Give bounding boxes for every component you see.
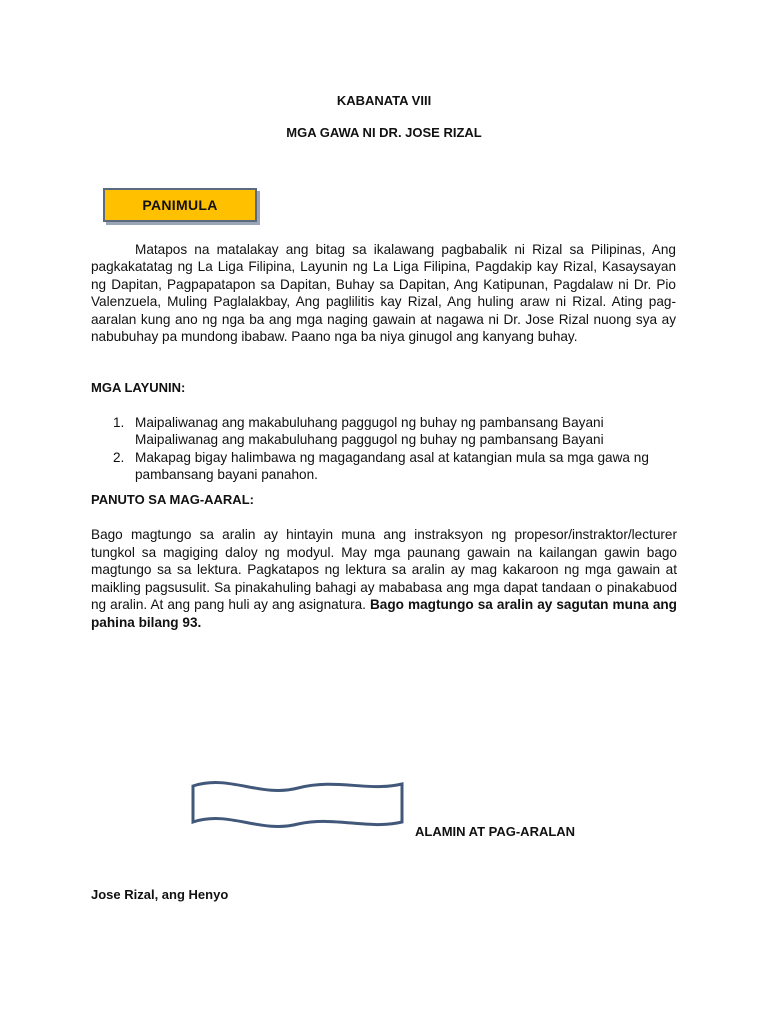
list-item (91, 449, 676, 484)
list-text: Makapag bigay halimbawa ng magagandang asal at katangian mula sa mga gawa ng pambansang bayani panahon. (135, 449, 649, 483)
intro-paragraph: Matapos na matalakay ang bitag sa ikalawang pagbabalik ni Rizal sa Pilipinas, Ang pagkakatatag ng La Liga Filipina, Layunin ng La Liga Filipina, Pagdakip kay Rizal, Kasaysayan ng Dapitan, Pagpapatapon sa Dapitan, Buhay sa Dapitan, Ang Katipunan, Pagdalaw ni Dr. Pio Valenzuela, Muling Paglalakbay, Ang paglilitis kay Rizal, Ang huling araw ni Rizal. Ating pag-aaralan kung ano ng nga ba ang mga naging gawain at nagawa ni Dr. Jose Rizal nuong sya ay nabubuhay pa mundong ibabaw. Paano nga ba niya ginugol ang kanyang buhay. (91, 242, 676, 345)
chapter-subtitle: MGA GAWA NI DR. JOSE RIZAL (286, 125, 482, 140)
list-item (91, 414, 676, 449)
instructions-heading: PANUTO SA MAG-AARAL: (91, 492, 254, 507)
scroll-banner-shape (190, 776, 406, 834)
instructions-text: Bago magtungo sa aralin ay hintayin muna ang instraksyon ng propesor/instraktor/lecturer tungkol sa magiging daloy ng modyul. May mga paunang gawain na kailangan gawin bago magtungo sa sa lektura. Pagkatapos ng lektura sa aralin ay mag kakaroon ng mga gawain at maikling pagsusulit. Sa pinakahuling bahagi ay mababasa ang mga dapat tandaan o pinakabuod ng aralin. At ang pang huli ay ang asignatura. (91, 527, 677, 613)
instructions-bold-text: Bago magtungo sa aralin ay sagutan muna ang pahina bilang 93. (91, 597, 677, 630)
objectives-heading: MGA LAYUNIN: (91, 380, 186, 395)
panimula-label-box (103, 188, 257, 222)
banner-outline (193, 783, 402, 827)
list-number: 1. (113, 415, 125, 430)
chapter-title: KABANATA VIII (336, 93, 432, 108)
alamin-label: ALAMIN AT PAG-ARALAN (415, 824, 576, 839)
list-text: Maipaliwanag ang makabuluhang paggugol ng buhay ng pambansang Bayani Maipaliwanag ang makabuluhang paggugol ng buhay ng pambansang Bayani (135, 415, 604, 448)
section-title: Jose Rizal, ang Henyo (91, 887, 229, 902)
objectives-list (91, 414, 676, 484)
instructions-paragraph (91, 526, 677, 632)
panimula-label: PANIMULA (142, 197, 218, 213)
list-number: 2. (113, 449, 125, 465)
